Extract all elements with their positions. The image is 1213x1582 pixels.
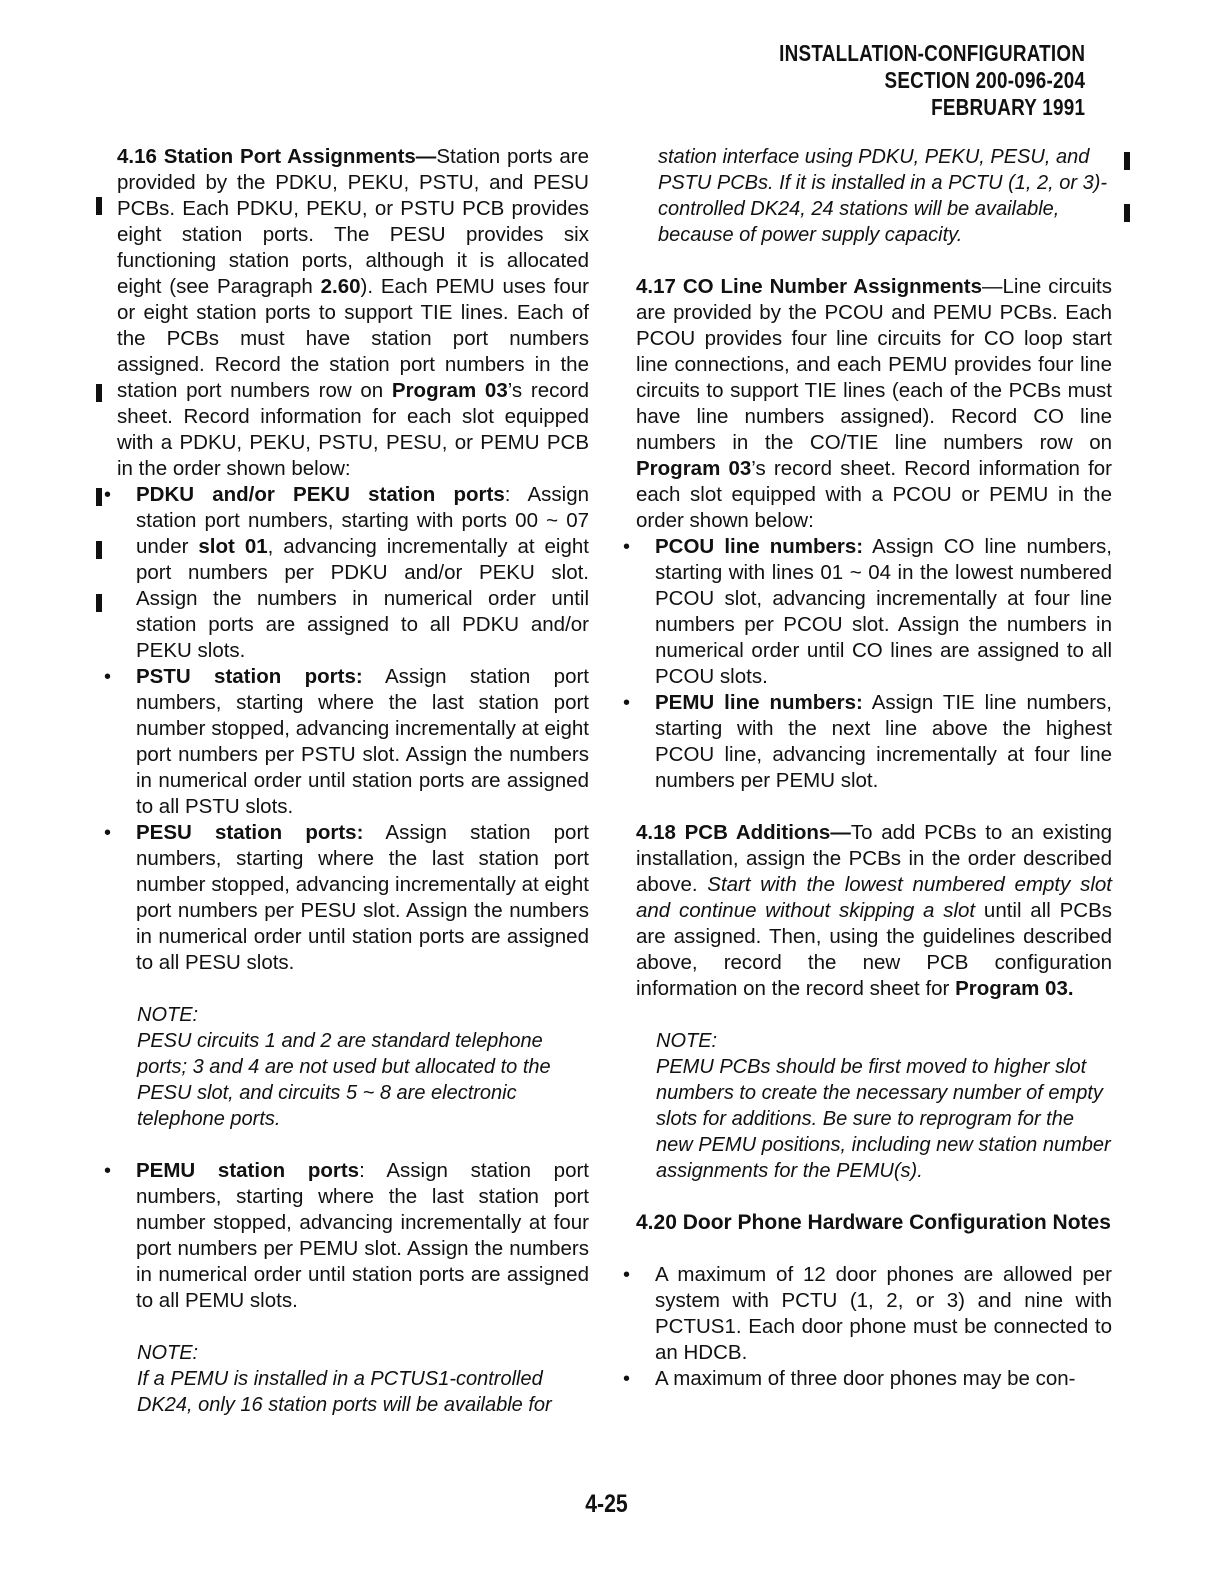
bullet-icon: • xyxy=(623,692,631,714)
bullet-icon: • xyxy=(104,666,112,688)
change-bar xyxy=(1124,152,1130,170)
note-pemu-pctus1-continued xyxy=(658,144,1112,248)
bullet-icon: • xyxy=(623,1264,631,1286)
change-bar xyxy=(96,594,102,612)
bullet-icon: • xyxy=(104,822,112,844)
section-4-16-heading: 4.16 Station Port Assignments— xyxy=(117,145,437,168)
list-item: • PESU station ports: Assign station port numbers, starting where the last station port number stopped, advancing incrementally at eight port numbers per PESU slot. Assign the numbers in numerical order until station ports are assigned to all PESU slots. xyxy=(104,821,589,974)
list-item: • PDKU and/or PEKU station ports: Assign station port numbers, starting with ports 00 ~ 07 under slot 01, advancing incrementally at eight port numbers per PDKU and/or PEKU slot. Assign the numbers in numerical order until station ports are assigned to all PDKU and/or PEKU slots. xyxy=(104,483,589,662)
right-column xyxy=(623,144,1113,1392)
note-label: NOTE: xyxy=(137,1342,199,1364)
note-text: station interface using PDKU, PEKU, PESU, and PSTU PCBs. If it is installed in a PCTU (1, 2, or 3)-controlled DK24, 24 stations will be available, because of power supply capacity. xyxy=(658,146,1108,246)
header-section-number: SECTION 200-096-204 xyxy=(884,67,1085,93)
header-date: FEBRUARY 1991 xyxy=(930,94,1085,120)
list-item: • PEMU station ports: Assign station port numbers, starting where the last station port number stopped, advancing incrementally at four port numbers per PEMU slot. Assign the numbers in numerical order until station ports are assigned to all PEMU slots. xyxy=(104,1159,589,1312)
list-item: • A maximum of three door phones may be con- xyxy=(623,1367,1076,1390)
note-label: NOTE: xyxy=(137,1004,199,1026)
note-pemu-pctus1 xyxy=(137,1340,589,1418)
list-item: • PSTU station ports: Assign station port numbers, starting where the last station port number stopped, advancing incrementally at eight port numbers per PSTU slot. Assign the numbers in numerical order until station ports are assigned to all PSTU slots. xyxy=(104,665,589,818)
left-column xyxy=(104,144,589,1418)
program-reference: Program 03 xyxy=(391,379,508,402)
section-4-18-heading: 4.18 PCB Additions— xyxy=(636,821,851,844)
page-number: 4-25 xyxy=(585,1490,628,1518)
page-header xyxy=(779,40,1085,121)
change-bar xyxy=(1124,204,1130,222)
list-item: • PCOU line numbers: Assign CO line numbers, starting with lines 01 ~ 04 in the lowest numbered PCOU slot, advancing incrementally at four line numbers per PCOU slot. Assign the numbers in numerical order until CO lines are assigned to all PCOU slots. xyxy=(623,535,1112,688)
bullet-icon: • xyxy=(623,536,631,558)
bullet-icon: • xyxy=(104,484,112,506)
line-number-bullet-list xyxy=(623,534,1112,794)
list-item: • PEMU line numbers: Assign TIE line numbers, starting with the next line above the highest PCOU line, advancing incrementally at four line numbers per PEMU slot. xyxy=(623,691,1112,792)
note-text: PEMU PCBs should be first moved to higher slot numbers to create the necessary number of empty slots for additions. Be sure to reprogram for the new PEMU positions, including new station number assignments for the PEMU(s). xyxy=(656,1056,1111,1182)
change-bar xyxy=(96,488,102,506)
section-4-18-paragraph: 4.18 PCB Additions—To add PCBs to an existing installation, assign the PCBs in the order described above. Start with the lowest numbered empty slot and continue without skipping a slot until all PCBs are assigned. Then, using the guidelines described above, record the new PCB configuration information on the record sheet for Program 03. xyxy=(636,821,1113,1000)
section-4-16-paragraph: 4.16 Station Port Assignments—Station ports are provided by the PDKU, PEKU, PSTU, and PESU PCBs. Each PDKU, PEKU, or PSTU PCB provides eight station ports. The PESU provides six functioning station ports, although it is allocated eight (see Paragraph 2.60). Each PEMU uses four or eight station ports to support TIE lines. Each of the PCBs must have station port numbers assigned. Record the station port numbers in the station port numbers row on Program 03’s record sheet. Record information for each slot equipped with a PDKU, PEKU, PSTU, PESU, or PEMU PCB in the order shown below: xyxy=(117,145,589,480)
list-item: • A maximum of 12 door phones are allowed per system with PCTU (1, 2, or 3) and nine with PCTUS1. Each door phone must be connected to an HDCB. xyxy=(623,1263,1112,1364)
section-4-20-heading: 4.20 Door Phone Hardware Configuration Notes xyxy=(636,1211,1111,1234)
note-text: PESU circuits 1 and 2 are standard telephone ports; 3 and 4 are not used but allocated to the PESU slot, and circuits 5 ~ 8 are electronic telephone ports. xyxy=(137,1030,551,1130)
bullet-icon: • xyxy=(623,1368,631,1390)
section-4-17-heading: 4.17 CO Line Number Assignments xyxy=(636,275,982,298)
section-4-17-paragraph: 4.17 CO Line Number Assignments—Line circuits are provided by the PCOU and PEMU PCBs. Each PCOU provides four line circuits for CO loop start line connections, and each PEMU provides four line circuits to support TIE lines (each of the PCBs must have line numbers assigned). Record CO line numbers in the CO/TIE line numbers row on Program 03’s record sheet. Record information for each slot equipped with a PCOU or PEMU in the order shown below: xyxy=(636,275,1112,532)
bullet-icon: • xyxy=(104,1160,112,1182)
change-bar xyxy=(96,541,102,559)
change-bar xyxy=(96,384,102,402)
note-pesu-circuits xyxy=(137,1002,589,1132)
program-reference: Program 03 xyxy=(636,457,752,480)
note-text: If a PEMU is installed in a PCTUS1-controlled DK24, only 16 station ports will be available for xyxy=(137,1368,552,1416)
paragraph-reference: 2.60 xyxy=(320,275,361,298)
program-reference: Program 03. xyxy=(955,977,1074,1000)
header-doc-title: INSTALLATION-CONFIGURATION xyxy=(778,40,1085,66)
door-phone-bullet-list xyxy=(623,1262,1112,1392)
note-pemu-pcbs xyxy=(656,1028,1112,1184)
station-port-bullet-list xyxy=(104,482,589,976)
change-bar xyxy=(96,197,102,215)
note-label: NOTE: xyxy=(656,1030,718,1052)
